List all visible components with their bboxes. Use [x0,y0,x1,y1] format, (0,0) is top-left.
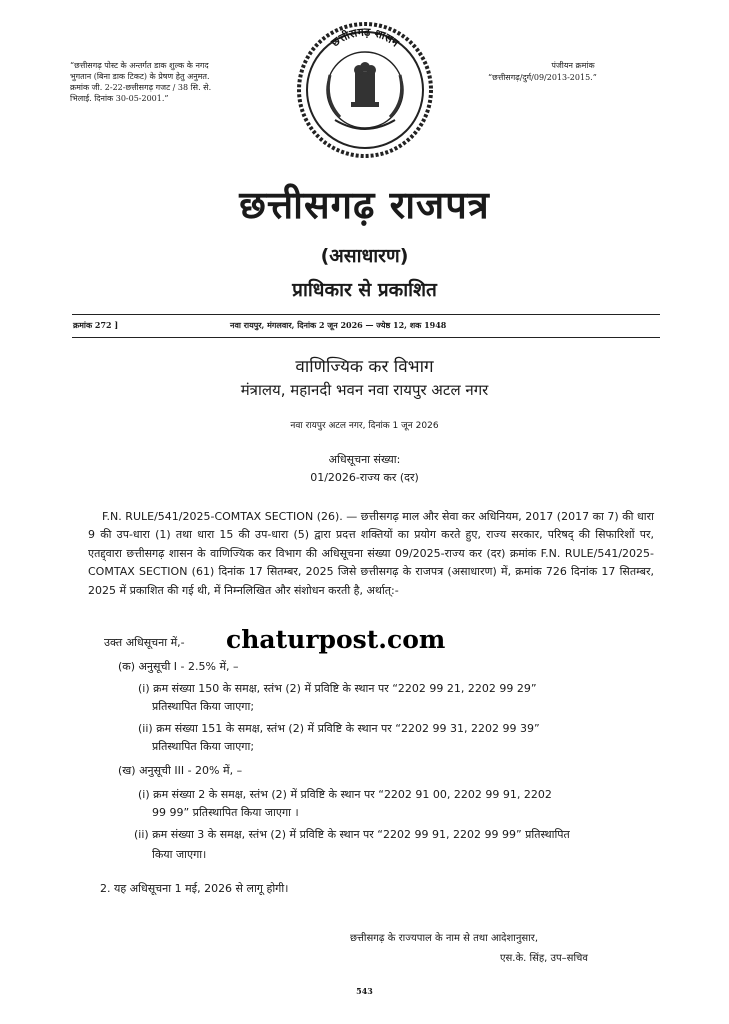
clause-ka-i-cont: प्रतिस्थापित किया जाएगा; [152,700,255,713]
clause-kha: (ख) अनुसूची III - 20% में, – [118,764,243,777]
registration-note [488,60,658,84]
emblem-text: छत्तीसगढ़ शासन [328,25,402,50]
clause-kha-i: (i) क्रम संख्या 2 के समक्ष, स्तंभ (2) में प्रविष्टि के स्थान पर “2202 91 00, 2202 99 91, 2202 [138,788,552,801]
amendment-intro: उक्त अधिसूचना में,- [104,636,185,649]
page-number: 543 [356,986,373,996]
top-divider [72,314,660,315]
clause-kha-ii-cont: किया जाएगा। [152,848,207,861]
gazette-title: छत्तीसगढ़ राजपत्र [239,183,490,227]
gazette-subtitle: (असाधारण) [320,245,409,267]
signature-authority: छत्तीसगढ़ के राज्यपाल के नाम से तथा आदेशानुसार, [350,933,539,944]
signatory-name: एस.के. सिंह, उप–सचिव [500,953,588,964]
place-date: नवा रायपुर अटल नगर, दिनांक 1 जून 2026 [290,421,439,431]
chhattisgarh-emblem-icon [295,20,435,160]
effective-date-clause: 2. यह अधिसूचना 1 मई, 2026 से लागू होगी। [100,882,289,895]
notification-label: अधिसूचना संख्या: [328,453,401,466]
department-name: वाणिज्यिक कर विभाग [295,357,434,377]
ministry-address: मंत्रालय, महानदी भवन नवा रायपुर अटल नगर [240,381,489,399]
clause-kha-ii: (ii) क्रम संख्या 3 के समक्ष, स्तंभ (2) में प्रविष्टि के स्थान पर “2202 99 91, 2202 99 99” प्रतिस्थापित [134,828,570,841]
registration-number: “छत्तीसगढ़/दुर्ग/09/2013-2015.” [488,73,597,82]
notification-body: F.N. RULE/541/2025-COMTAX SECTION (26). — छत्तीसगढ़ माल और सेवा कर अधिनियम, 2017 (2017 का 7) की धारा 9 की उप-धारा (1) तथा धारा 15 की उप-धारा (5) द्वारा प्रदत्त शक्तियों का प्रयोग करते हुए, राज्य सरकार, परिषद् की सिफारिशों पर, एतद्द्वारा छत्तीसगढ़ शासन के वाणिज्यिक कर विभाग की अधिसूचना संख्या 09/2025-राज्य कर (दर) क्रमांक F.N. RULE/541/2025-COMTAX SECTION (61) दिनांक 17 सितम्बर, 2025 जिसे छत्तीसगढ़ के राजपत्र (असाधारण) में, क्रमांक 726 दिनांक 17 सितम्बर, 2025 में प्रकाशित की गई थी, में निम्नलिखित और संशोधन करती है, अर्थात्:- [88,510,654,597]
gazette-authority: प्राधिकार से प्रकाशित [292,279,437,301]
clause-kha-i-cont: 99 99” प्रतिस्थापित किया जाएगा । [152,806,299,819]
registration-label: पंजीयन क्रमांक [551,61,595,70]
clause-ka-i: (i) क्रम संख्या 150 के समक्ष, स्तंभ (2) में प्रविष्टि के स्थान पर “2202 99 21, 2202 99 29” [138,682,537,695]
issue-number: क्रमांक 272 ] [73,320,119,330]
clause-ka-ii-cont: प्रतिस्थापित किया जाएगा; [152,740,255,753]
clause-ka-ii: (ii) क्रम संख्या 151 के समक्ष, स्तंभ (2) में प्रविष्टि के स्थान पर “2202 99 31, 2202 99 39” [138,722,540,735]
watermark: chaturpost.com [226,625,446,654]
bottom-divider [72,337,660,338]
issue-dateline: नवा रायपुर, मंगलवार, दिनांक 2 जून 2026 — ज्येष्ठ 12, शक 1948 [230,320,447,330]
postal-permit-note: “छत्तीसगढ़ पोस्ट के अन्तर्गत डाक शुल्क के नगद भुगतान (बिना डाक टिकट) के प्रेषण हेतु अनुमत. क्रमांक जी. 2-22-छत्तीसगढ़ गजट / 38 सि. से. भिलाई. दिनांक 30-05-2001.” [70,61,212,103]
notification-number: 01/2026-राज्य कर (दर) [310,471,419,484]
clause-ka: (क) अनुसूची I - 2.5% में, – [118,660,239,673]
